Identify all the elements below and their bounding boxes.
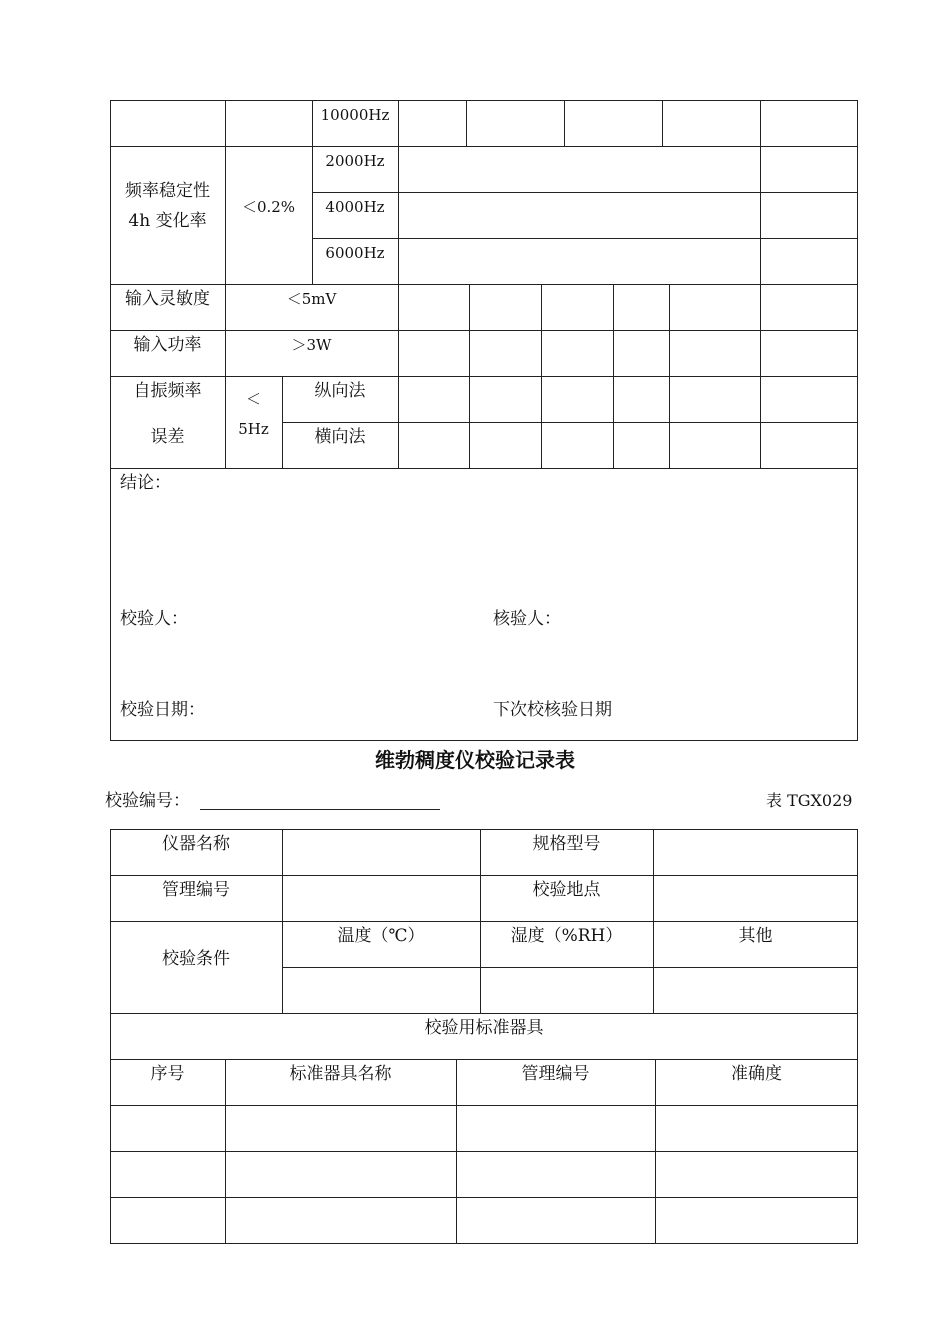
col-line xyxy=(760,100,761,146)
row-line xyxy=(312,192,858,193)
stability-limit: ＜0.2% xyxy=(241,198,296,216)
mgmt-number-label: 管理编号 xyxy=(162,880,230,900)
selfvib-limit: ＜ xyxy=(245,390,261,408)
method-longitudinal: 纵向法 xyxy=(314,381,366,401)
freq-10000-cell: 10000Hz xyxy=(320,106,390,124)
col-line xyxy=(466,100,467,146)
checker-label: 核验人： xyxy=(493,609,561,629)
col-line xyxy=(225,100,226,284)
method-transverse: 横向法 xyxy=(314,427,366,447)
row-line xyxy=(282,967,858,968)
other-label: 其他 xyxy=(738,926,773,946)
col-line xyxy=(541,284,542,468)
col-mgmt: 管理编号 xyxy=(521,1064,590,1084)
row-line xyxy=(110,1105,858,1106)
col-line xyxy=(613,284,614,468)
row-line xyxy=(110,1197,858,1198)
power-limit: ＞3W xyxy=(291,336,332,354)
col-line xyxy=(653,829,654,1013)
stability-label-2: 4h 变化率 xyxy=(128,211,207,231)
row-line xyxy=(110,921,858,922)
col-line xyxy=(398,100,399,146)
row-line xyxy=(110,376,858,377)
freq-2000-cell: 2000Hz xyxy=(325,152,385,170)
power-label: 输入功率 xyxy=(133,335,202,355)
freq-4000-cell: 4000Hz xyxy=(325,198,385,216)
stability-label: 频率稳定性 xyxy=(125,181,210,201)
selfvib-label-2: 误差 xyxy=(150,427,185,447)
col-accuracy: 准确度 xyxy=(731,1064,782,1084)
col-name: 标准器具名称 xyxy=(289,1064,392,1084)
row-line xyxy=(282,422,858,423)
row-line xyxy=(110,330,858,331)
selfvib-label: 自振频率 xyxy=(133,381,202,401)
row-line xyxy=(312,238,858,239)
col-seq: 序号 xyxy=(150,1064,185,1084)
location-label: 校验地点 xyxy=(532,880,601,900)
col-line xyxy=(398,284,399,468)
row-line xyxy=(110,875,858,876)
number-label: 校验编号： xyxy=(105,791,190,811)
col-line xyxy=(669,284,670,468)
conclusion-label: 结论： xyxy=(120,473,171,493)
form-title: 维勃稠度仪校验记录表 xyxy=(375,748,575,772)
col-line xyxy=(398,146,399,284)
row-line xyxy=(110,284,858,285)
col-line xyxy=(456,1059,457,1244)
col-line xyxy=(225,1059,226,1244)
row-line xyxy=(110,1013,858,1014)
inspector-label: 校验人： xyxy=(120,609,188,629)
form-code: 表 TGX029 xyxy=(766,791,853,810)
row-line xyxy=(110,1151,858,1152)
next-date-label: 下次校核验日期 xyxy=(493,700,612,720)
spec-model-label: 规格型号 xyxy=(532,834,601,854)
col-line xyxy=(760,284,761,468)
col-line xyxy=(655,1059,656,1244)
sensitivity-limit: ＜5mV xyxy=(286,290,337,308)
conditions-label: 校验条件 xyxy=(162,949,230,969)
col-line xyxy=(480,829,481,1013)
col-line xyxy=(760,146,761,284)
col-line xyxy=(564,100,565,146)
row-line xyxy=(110,468,858,469)
freq-6000-cell: 6000Hz xyxy=(325,244,385,262)
number-underline xyxy=(200,809,440,810)
sensitivity-label: 输入灵敏度 xyxy=(125,289,210,309)
col-line xyxy=(469,284,470,468)
humidity-label: 湿度（%RH） xyxy=(510,926,623,946)
row-line xyxy=(110,146,858,147)
col-line xyxy=(282,829,283,1013)
row-line xyxy=(110,1059,858,1060)
date-label: 校验日期： xyxy=(120,700,205,720)
selfvib-limit-2: 5Hz xyxy=(238,420,269,438)
col-line xyxy=(662,100,663,146)
temperature-label: 温度（℃） xyxy=(337,926,425,946)
instrument-name-label: 仪器名称 xyxy=(162,834,230,854)
standards-header: 校验用标准器具 xyxy=(424,1018,544,1038)
